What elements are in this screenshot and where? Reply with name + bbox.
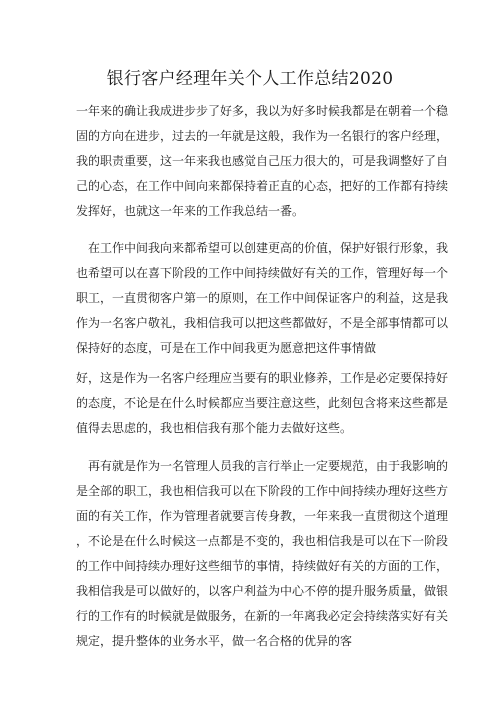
- paragraph-line: 的工作中间持续办理好这些细节的事情，持续做好有关的方面的工作，: [76, 559, 449, 573]
- paragraph-line: 我的职责重要，这一年来我也感觉自己压力很大的，可是我调整好了自: [76, 154, 449, 168]
- document-title: 银行客户经理年关个人工作总结2020: [106, 69, 394, 89]
- paragraph-line: 职工，一直贯彻客户第一的原则，在工作中间保证客户的利益，这是我: [76, 291, 449, 305]
- paragraph-line: 在工作中间我向来都希望可以创建更高的价值，保护好银行形象，我: [88, 241, 449, 255]
- paragraph-line: 也希望可以在喜下阶段的工作中间持续做好有关的工作，管理好每一个: [76, 266, 449, 280]
- paragraph-line: ，不论是在什么时候这一点都是不变的，我也相信我是可以在下一阶段: [76, 534, 449, 548]
- paragraph-line: 是全部的职工，我也相信我可以在下阶段的工作中间持续办理好这些方: [76, 484, 449, 498]
- paragraph-line: 一年来的确让我成进步步了好多，我以为好多时候我都是在朝着一个稳: [76, 104, 449, 118]
- paragraph-line: 再有就是作为一名管理人员我的言行举止一定要规范，由于我影响的: [88, 459, 449, 473]
- paragraph-line: 值得去思虑的，我也相信我有那个能力去做好这些。: [76, 421, 353, 435]
- paragraph-line: 作为一名客户敬礼，我相信我可以把这些都做好，不是全部事情都可以: [76, 316, 449, 330]
- paragraph-line: 我相信我是可以做好的，以客户利益为中心不停的提升服务质量，做银: [76, 584, 449, 598]
- paragraph-line: 的态度，不论是在什么时候都应当要注意这些，此刻包含将来这些都是: [76, 396, 449, 410]
- paragraph-line: 行的工作有的时候就是做服务，在新的一年离我必定会持续落实好有关: [76, 609, 449, 623]
- paragraph-line: 面的有关工作，作为管理者就要言传身教，一年来我一直贯彻这个道理: [76, 509, 449, 523]
- paragraph-line: 固的方向在进步，过去的一年就是这般，我作为一名银行的客户经理，: [76, 129, 449, 143]
- paragraph-line: 保持好的态度，可是在工作中间我更为愿意把这件事情做: [76, 341, 377, 355]
- paragraph-line: 规定，提升整体的业务水平，做一名合格的优异的客: [76, 634, 353, 648]
- paragraph-line: 己的心态，在工作中间向来都保持着正直的心态，把好的工作都有持续: [76, 179, 449, 193]
- paragraph-line: 好，这是作为一名客户经理应当要有的职业修养，工作是必定要保持好: [76, 371, 449, 385]
- paragraph-line: 发挥好，也就这一年来的工作我总结一番。: [76, 204, 305, 218]
